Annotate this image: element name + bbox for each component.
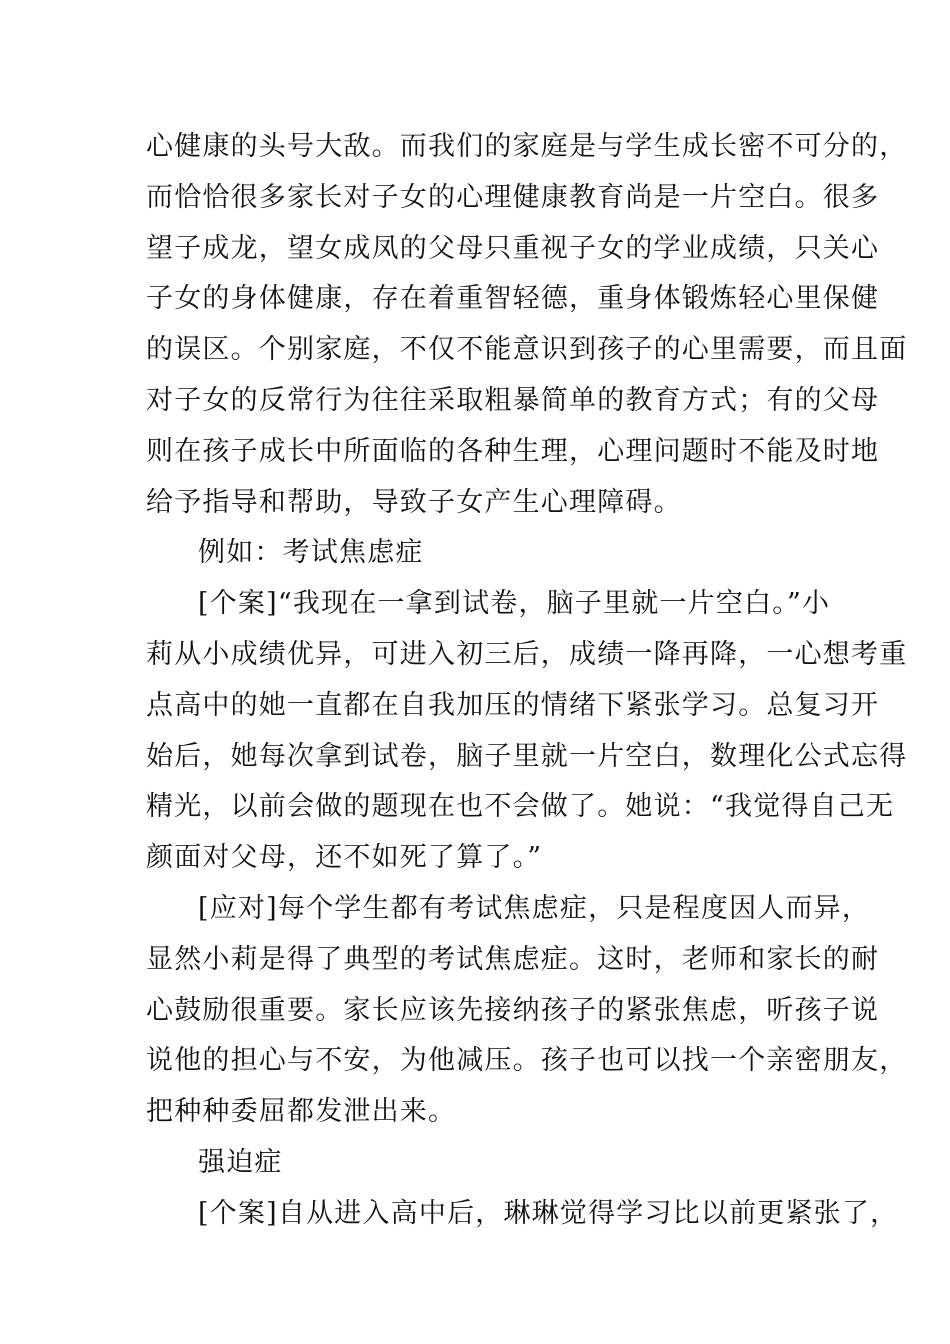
case-line: 颜面对父母，还不如死了算了。” xyxy=(146,842,543,874)
response-line: 说他的担心与不安，为他减压。孩子也可以找一个亲密朋友， xyxy=(146,1045,908,1077)
case-line: 精光，以前会做的题现在也不会做了。她说：“我觉得自己无 xyxy=(146,791,895,823)
response-line: 显然小莉是得了典型的考试焦虑症。这时，老师和家长的耐 xyxy=(146,943,880,975)
section-heading-ocd: 强迫症 xyxy=(198,1146,283,1178)
document-body xyxy=(146,122,908,1240)
paragraph-line: 的误区。个别家庭，不仅不能意识到孩子的心里需要，而且面 xyxy=(146,334,908,366)
case-line: [个案]“我现在一拿到试卷，脑子里就一片空白。”小 xyxy=(198,588,831,620)
case-line: 始后，她每次拿到试卷，脑子里就一片空白，数理化公式忘得 xyxy=(146,740,908,772)
response-line: 把种种委屈都发泄出来。 xyxy=(146,1096,457,1128)
case-line: 莉从小成绩优异，可进入初三后，成绩一降再降，一心想考重 xyxy=(146,638,908,670)
case-line: [个案]自从进入高中后，琳琳觉得学习比以前更紧张了， xyxy=(198,1197,899,1229)
response-line: [应对]每个学生都有考试焦虑症，只是程度因人而异， xyxy=(198,892,871,924)
paragraph-line: 对子女的反常行为往往采取粗暴简单的教育方式；有的父母 xyxy=(146,384,880,416)
paragraph-line: 心健康的头号大敌。而我们的家庭是与学生成长密不可分的， xyxy=(146,131,908,162)
paragraph-line: 而恰恰很多家长对子女的心理健康教育尚是一片空白。很多 xyxy=(146,181,880,213)
paragraph-line: 子女的身体健康，存在着重智轻德，重身体锻炼轻心里保健 xyxy=(146,283,880,315)
paragraph-line: 给予指导和帮助，导致子女产生心理障碍。 xyxy=(146,486,682,518)
paragraph-line: 则在孩子成长中所面临的各种生理，心理问题时不能及时地 xyxy=(146,435,880,467)
case-line: 点高中的她一直都在自我加压的情绪下紧张学习。总复习开 xyxy=(146,689,880,721)
section-heading-exam-anxiety: 例如：考试焦虑症 xyxy=(198,537,424,569)
paragraph-line: 望子成龙，望女成凤的父母只重视子女的学业成绩，只关心 xyxy=(146,232,880,264)
response-line: 心鼓励很重要。家长应该先接纳孩子的紧张焦虑，听孩子说 xyxy=(146,994,880,1026)
